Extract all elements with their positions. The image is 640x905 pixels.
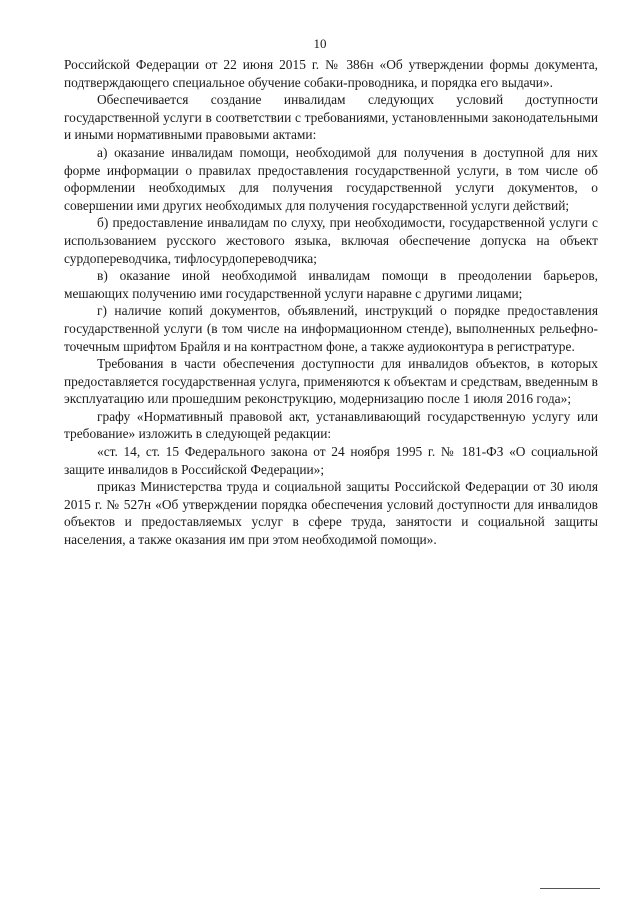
list-item-g: г) наличие копий документов, объявлений, инструкций о порядке предоставления государственной услуги (в том числе на информационном стенде), выполненных рельефно-точечным шрифтом Брайля и на контрастном фоне, а также аудиоконтура в регистратуре. bbox=[64, 303, 598, 354]
document-body bbox=[64, 56, 598, 549]
paragraph-column-instruction: графу «Нормативный правовой акт, устанавливающий государственную услугу или требование» изложить в следующей редакции: bbox=[64, 408, 598, 442]
paragraph-accessibility-conditions: Обеспечивается создание инвалидам следующих условий доступности государственной услуги в соответствии с требованиями, установленными законодательными и иными нормативными правовыми актами: bbox=[64, 92, 598, 143]
paragraph-requirements: Требования в части обеспечения доступности для инвалидов объектов, в которых предоставляется государственная услуга, применяются к объектам и средствам, введенным в эксплуатацию или прошедшим реконструкцию, модернизацию после 1 июля 2016 года»; bbox=[64, 356, 598, 407]
list-item-a: а) оказание инвалидам помощи, необходимой для получения в доступной для них форме информации о правилах предоставления государственной услуги, в том числе об оформлении необходимых для получения государственной услуги документов, о совершении ими других необходимых для получения государственной услуги действий; bbox=[64, 144, 598, 213]
footer-rule bbox=[540, 888, 600, 889]
page-number: 10 bbox=[313, 36, 327, 51]
list-item-b: б) предоставление инвалидам по слуху, при необходимости, государственной услуги с использованием русского жестового языка, включая обеспечение допуска на объект сурдопереводчика, тифлосурдопереводчика; bbox=[64, 215, 598, 266]
list-item-v: в) оказание иной необходимой инвалидам помощи в преодолении барьеров, мешающих получению ими государственной услуги наравне с другими лицами; bbox=[64, 268, 598, 301]
paragraph-ministry-order: приказ Министерства труда и социальной защиты Российской Федерации от 30 июля 2015 г. № 527н «Об утверждении порядка обеспечения условий доступности для инвалидов объектов и предоставляемых услуг в сфере труда, занятости и социальной защиты населения, а также оказания им при этом необходимой помощи». bbox=[64, 479, 598, 548]
paragraph-federal-law: «ст. 14, ст. 15 Федерального закона от 24 ноября 1995 г. № 181-ФЗ «О социальной защите инвалидов в Российской Федерации»; bbox=[64, 444, 598, 477]
paragraph-continuation: Российской Федерации от 22 июня 2015 г. № 386н «Об утверждении формы документа, подтверждающего специальное обучение собаки-проводника, и порядка его выдачи». bbox=[64, 57, 598, 90]
